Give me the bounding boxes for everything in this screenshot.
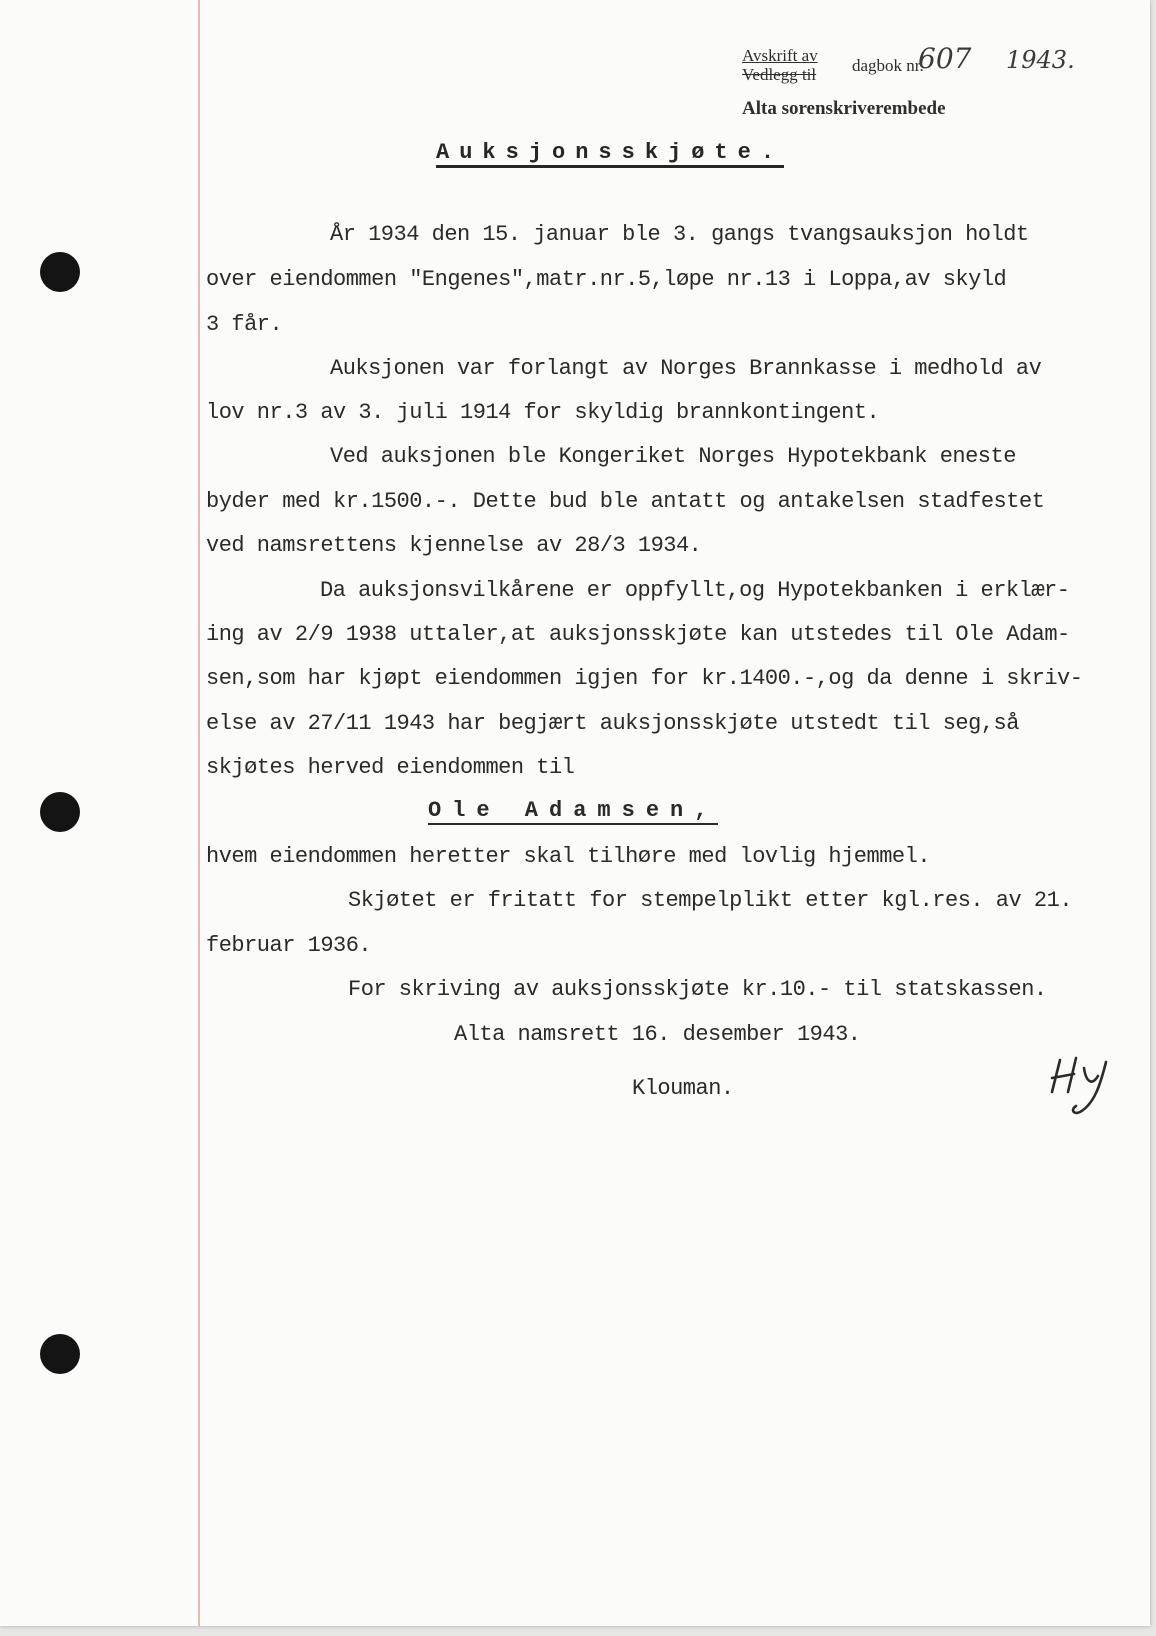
handwritten-initials-icon: [1048, 1052, 1118, 1122]
text-line: over eiendommen "Engenes",matr.nr.5,løpe nr.13 i Loppa,av skyld: [206, 267, 1007, 292]
place-date-line: Alta namsrett 16. desember 1943.: [454, 1022, 861, 1047]
text-line: hvem eiendommen heretter skal tilhøre med lovlig hjemmel.: [206, 844, 931, 869]
text-line: Da auksjonsvilkårene er oppfyllt,og Hypotekbanken i erklær-: [320, 578, 1070, 603]
punch-hole-middle: [40, 792, 80, 832]
text-line: År 1934 den 15. januar ble 3. gangs tvangsauksjon holdt: [330, 222, 1029, 247]
text-line: else av 27/11 1943 har begjært auksjonsskjøte utstedt til seg,så: [206, 711, 1019, 736]
stamp-dagbok-number: 607: [918, 42, 972, 75]
text-line: Auksjonen var forlangt av Norges Brannkasse i medhold av: [330, 356, 1042, 381]
grantee-name: Ole Adamsen,: [428, 798, 719, 823]
punch-hole-top: [40, 252, 80, 292]
stamp-label-avskrift: Avskrift av: [742, 46, 818, 65]
text-line: skjøtes herved eiendommen til: [206, 755, 575, 780]
punch-hole-bottom: [40, 1334, 80, 1374]
stamp-dagbok: dagbok nr.: [852, 56, 924, 75]
text-line: ing av 2/9 1938 uttaler,at auksjonsskjøte kan utstedes til Ole Adam-: [206, 622, 1070, 647]
text-line: For skriving av auksjonsskjøte kr.10.- til statskassen.: [348, 977, 1047, 1002]
stamp-office: Alta sorenskriverembede: [742, 98, 946, 119]
text-line: lov nr.3 av 3. juli 1914 for skyldig brannkontingent.: [206, 400, 880, 425]
stamp-year: 1943.: [1006, 46, 1075, 74]
text-line: byder med kr.1500.-. Dette bud ble antatt og antakelsen stadfestet: [206, 489, 1045, 514]
registry-stamp: [742, 42, 1102, 126]
document-title: Auksjonsskjøte.: [436, 140, 784, 168]
text-line: ved namsrettens kjennelse av 28/3 1934.: [206, 533, 702, 558]
text-line: februar 1936.: [206, 933, 372, 958]
signature-name: Klouman.: [632, 1076, 734, 1101]
text-line: sen,som har kjøpt eiendommen igjen for kr.1400.-,og da denne i skriv-: [206, 666, 1083, 691]
text-line: Skjøtet er fritatt for stempelplikt etter kgl.res. av 21.: [348, 888, 1073, 913]
stamp-label-vedlegg: Vedlegg til: [742, 65, 817, 84]
text-line: 3 får.: [206, 312, 283, 337]
margin-rule: [198, 0, 200, 1626]
text-line: Ved auksjonen ble Kongeriket Norges Hypotekbank eneste: [330, 444, 1016, 469]
stamp-labels: [742, 46, 818, 84]
